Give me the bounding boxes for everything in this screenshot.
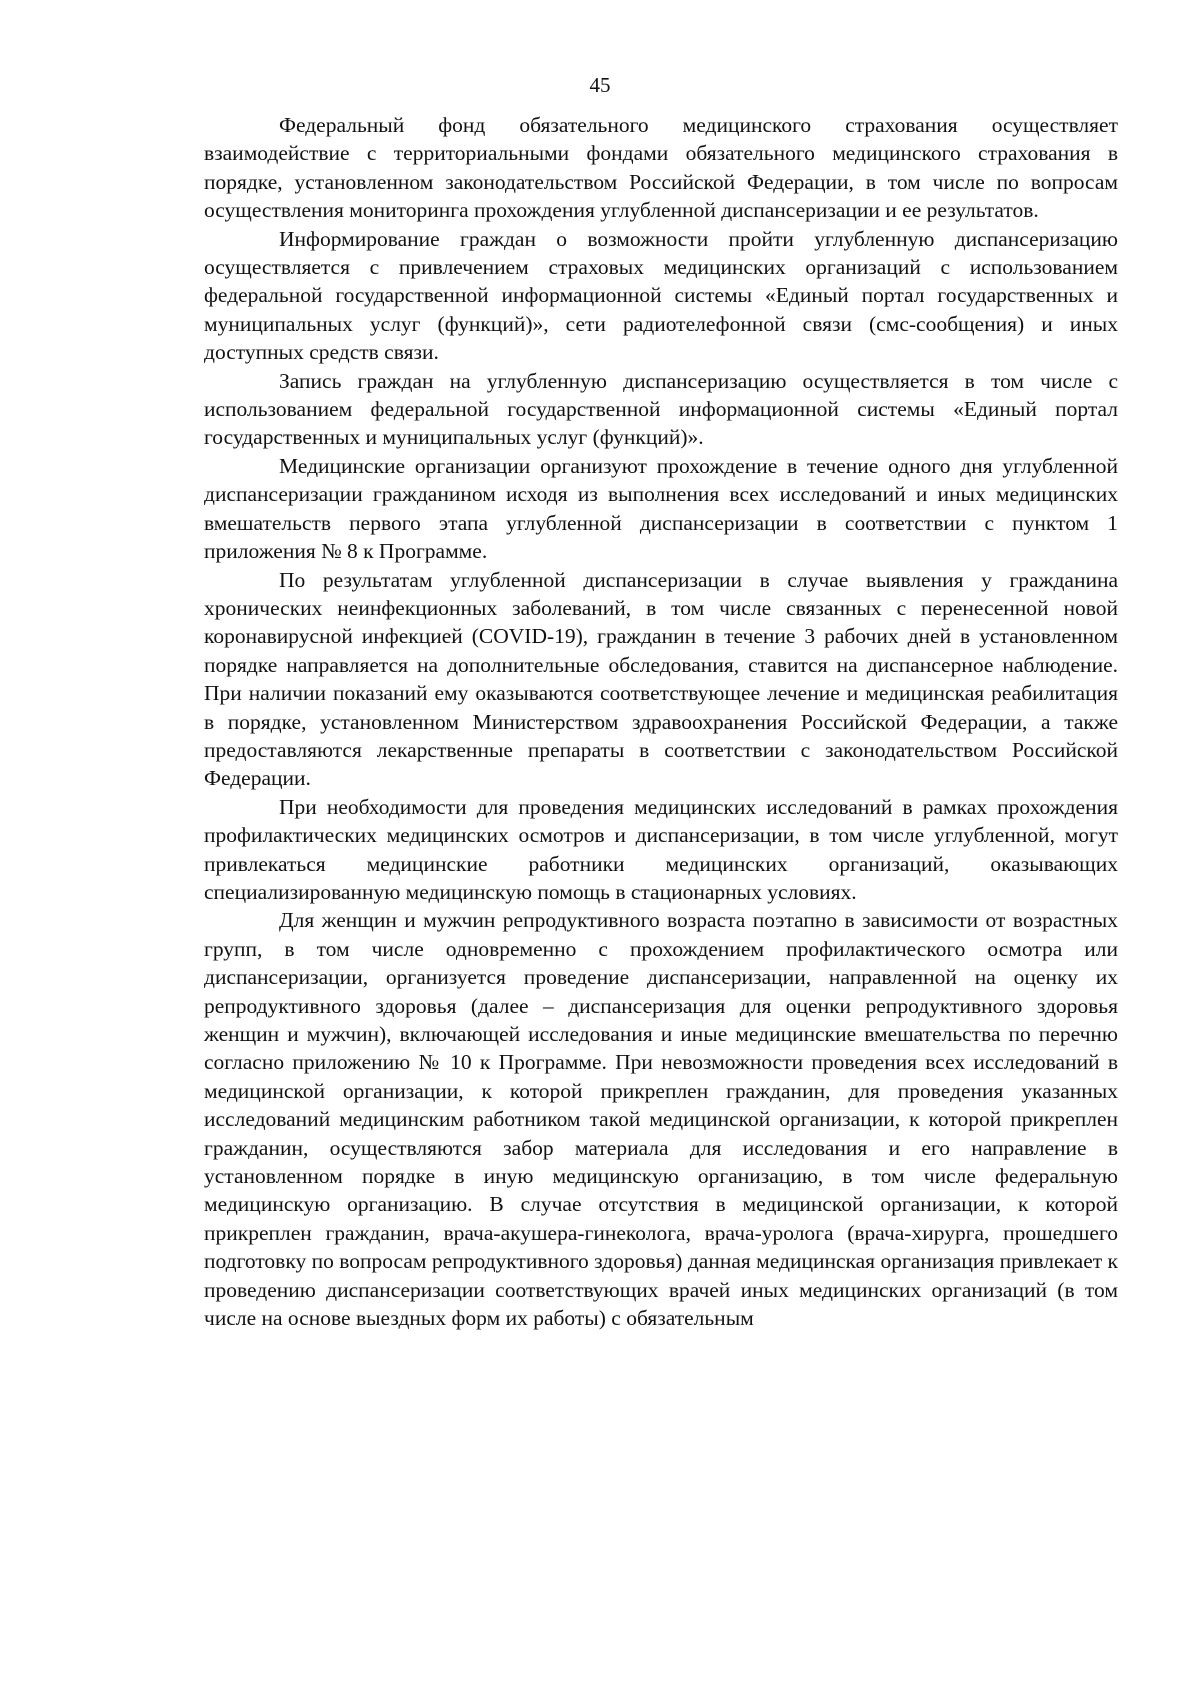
paragraph-examination-results: По результатам углубленной диспансеризации в случае выявления у гражданина хронических неинфекционных заболеваний, в том числе связанных с перенесенной новой коронавирусной инфекцией (COVID-19), гражданин в течение 3 рабочих дней в установленном порядке направляется на дополнительные обследования, ставится на диспансерное наблюдение. При наличии показаний ему оказываются соответствующее лечение и медицинская реабилитация в порядке, установленном Министерством здравоохранения Российской Федерации, а также предоставляются лекарственные препараты в соответствии с законодательством Российской Федерации. <box>204 567 1118 791</box>
paragraph-ffoms-interaction: Федеральный фонд обязательного медицинского страхования осуществляет взаимодействие с территориальными фондами обязательного медицинского страхования в порядке, установленном законодательством Российской Федерации, в том числе по вопросам осуществления мониторинга прохождения углубленной диспансеризации и ее результатов. <box>204 113 1118 223</box>
paragraph-citizen-informing: Информирование граждан о возможности пройти углубленную диспансеризацию осуществляется с привлечением страховых медицинских организаций с использованием федеральной государственной информационной системы «Единый портал государственных и муниципальных услуг (функций)», сети радиотелефонной связи (смс-сообщения) и иных доступных средств связи. <box>204 226 1118 365</box>
paragraph-one-day-examination: Медицинские организации организуют прохождение в течение одного дня углубленной диспансеризации гражданином исходя из выполнения всех исследований и иных медицинских вмешательств первого этапа углубленной диспансеризации в соответствии с пунктом 1 приложения № 8 к Программе. <box>204 453 1118 564</box>
paragraph-appointment-booking: Запись граждан на углубленную диспансеризацию осуществляется в том числе с использованием федеральной государственной информационной системы «Единый портал государственных и муниципальных услуг (функций)». <box>204 368 1118 450</box>
document-body <box>204 111 1118 1332</box>
page-number: 45 <box>589 73 611 97</box>
paragraph-reproductive-health: Для женщин и мужчин репродуктивного возраста поэтапно в зависимости от возрастных групп, в том числе одновременно с прохождением профилактического осмотра или диспансеризации, организуется проведение диспансеризации, направленной на оценку их репродуктивного здоровья (далее – диспансеризация для оценки репродуктивного здоровья женщин и мужчин), включающей исследования и иные медицинские вмешательства по перечню согласно приложению № 10 к Программе. При невозможности проведения всех исследований в медицинской организации, к которой прикреплен гражданин, для проведения указанных исследований медицинским работником такой медицинской организации, к которой прикреплен гражданин, осуществляются забор материала для исследования и его направление в установленном порядке в иную медицинскую организацию, в том числе федеральную медицинскую организацию. В случае отсутствия в медицинской организации, к которой прикреплен гражданин, врача-акушера-гинеколога, врача-уролога (врача-хирурга, прошедшего подготовку по вопросам репродуктивного здоровья) данная медицинская организация привлекает к проведению диспансеризации соответствующих врачей иных медицинских организаций (в том числе на основе выездных форм их работы) с обязательным <box>204 908 1118 1331</box>
paragraph-specialist-involvement: При необходимости для проведения медицинских исследований в рамках прохождения профилактических медицинских осмотров и диспансеризации, в том числе углубленной, могут привлекаться медицинские работники медицинских организаций, оказывающих специализированную медицинскую помощь в стационарных условиях. <box>204 794 1118 904</box>
